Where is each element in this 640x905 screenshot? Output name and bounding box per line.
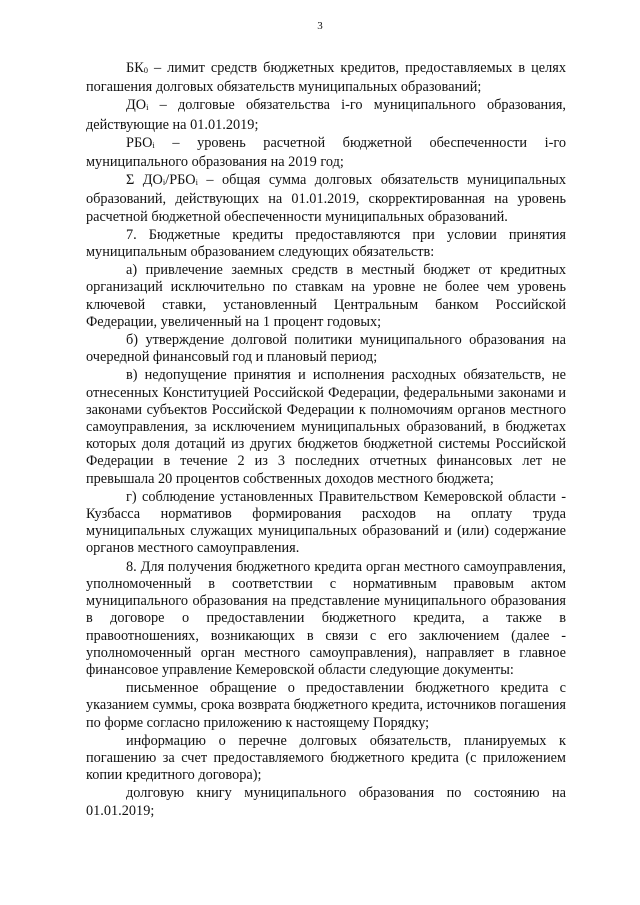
term-subscript-denominator: i — [195, 177, 198, 188]
clause-8-document-request: письменное обращение о предоставлении бюджетного кредита с указанием суммы, срока возврата бюджетного кредита, источников погашения по форме согласно приложению к настоящему Порядку; — [86, 680, 566, 731]
clause-7-item-b: б) утверждение долговой политики муниципального образования на очередной финансовый год и плановый период; — [86, 332, 566, 366]
clause-7: 7. Бюджетные кредиты предоставляются при условии принятия муниципальным образованием следующих обязательств: — [86, 226, 566, 261]
clause-7-item-a: а) привлечение заемных средств в местный бюджет от кредитных организаций исключительно по ставкам на уровне не более чем уровень ключевой ставки, установленный Центральным банком Российской Федерации, увеличенный на 1 процент годовых; — [86, 262, 566, 330]
term-symbol: ДО — [126, 97, 147, 114]
definition-doi — [86, 97, 566, 133]
term-subscript: i — [146, 102, 149, 113]
clause-7-item-v: в) недопущение принятия и исполнения расходных обязательств, не отнесенных Конституцией Российской Федерации, федеральными законами и законами субъектов Российской Федерации к полномочиям органов местного самоуправления, за исключением муниципальных образований, в бюджетах которых доля дотаций из других бюджетов бюджетной системы Российской Федерации в течение 2 из 3 последних отчетных финансовых лет не превышала 20 процентов собственных доходов местного бюджета; — [86, 367, 566, 487]
definition-rboi — [86, 135, 566, 171]
term-subscript: i — [162, 177, 166, 188]
page-number: 3 — [317, 20, 323, 32]
term-symbol: РБО — [126, 134, 153, 151]
term-subscript: i — [152, 139, 155, 150]
definition-text: – уровень расчетной бюджетной обеспеченности i-го муниципального образования на 2019 год; — [86, 134, 566, 171]
clause-7-item-g: г) соблюдение установленных Правительством Кемеровской области - Кузбасса нормативов формирования расходов на оплату труда муниципальных служащих муниципальных образований и (или) содержание органов местного самоуправления. — [86, 488, 566, 557]
definition-text: – лимит средств бюджетных кредитов, предоставляемых в целях погашения долговых обязательств муниципальных образований; — [86, 60, 566, 96]
definition-sum-doi-rboi — [86, 172, 566, 226]
clause-8-document-obligations: информацию о перечне долговых обязательств, планируемых к погашению за счет предоставляемого бюджетного кредита (с приложением копии кредитного договора); — [86, 732, 566, 784]
definition-text: – общая сумма долговых обязательств муниципальных образований, действующих на 01.01.2019, скорректированная на уровень расчетной бюджетной обеспеченности муниципальных образований. — [86, 172, 566, 225]
term-symbol: БК — [126, 60, 144, 76]
term-subscript: 0 — [143, 65, 148, 75]
definition-bk0 — [86, 60, 566, 96]
clause-8: 8. Для получения бюджетного кредита орган местного самоуправления, уполномоченный в соответствии с нормативным правовым актом муниципального образования на представление муниципального образования в договоре о предоставлении бюджетного кредита, а также в правоотношениях, возникающих в связи с его заключением (далее - уполномоченный орган местного самоуправления), направляет в главное финансовое управление Кемеровской области следующие документы: — [86, 558, 566, 678]
term-symbol-denominator: /РБО — [165, 172, 196, 189]
clause-8-document-debt-book: долговую книгу муниципального образования по состоянию на 01.01.2019; — [86, 785, 566, 819]
definition-text: – долговые обязательства i-го муниципального образования, действующие на 01.01.2019; — [86, 97, 566, 133]
document-body — [86, 60, 566, 820]
term-symbol: Σ ДО — [126, 172, 163, 189]
